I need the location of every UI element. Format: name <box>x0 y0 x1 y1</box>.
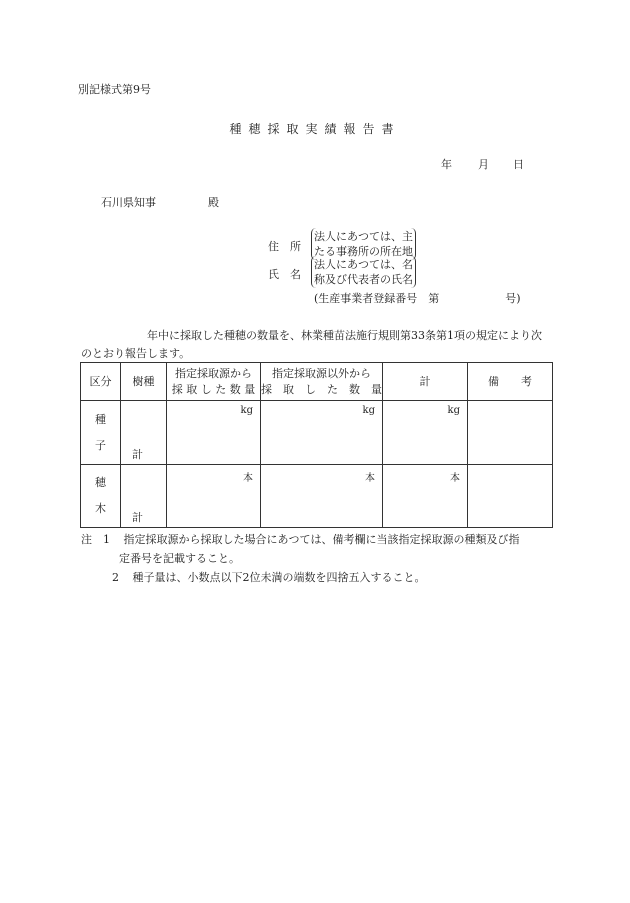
address-note-line-1: 法人にあつては、主 <box>314 230 413 243</box>
header-total: 計 <box>383 363 468 401</box>
designated-quantity-cell[interactable] <box>167 465 261 528</box>
name-note <box>311 256 416 288</box>
remarks-cell[interactable] <box>468 465 553 528</box>
other-quantity-cell[interactable] <box>261 401 383 465</box>
unit-label: 本 <box>243 473 253 484</box>
date-month-label: 月 <box>478 158 489 171</box>
note-2-number: 2 <box>112 571 119 584</box>
note-1-number: 注 1 <box>81 533 110 546</box>
addressee: 石川県知事 <box>101 196 156 209</box>
report-paragraph: 年中に採取した種穂の数量を、林業種苗法施行規則第33条第1項の規定により次のとおり報告します。 <box>81 329 542 360</box>
total-quantity-cell[interactable] <box>383 465 468 528</box>
unit-label: 本 <box>450 473 460 484</box>
header-designated-line-1: 指定採取源から <box>175 366 252 380</box>
header-other-line-1: 指定採取源以外から <box>272 366 371 380</box>
category-seed-char-1: 種 <box>95 412 106 426</box>
header-designated-line-2: 採 取 し た 数 量 <box>171 382 256 396</box>
other-quantity-cell[interactable] <box>261 465 383 528</box>
address-label: 住 所 <box>268 240 301 253</box>
header-other <box>261 363 383 401</box>
unit-label: kg <box>362 405 375 416</box>
species-cell[interactable] <box>121 465 167 528</box>
designated-quantity-cell[interactable] <box>167 401 261 465</box>
remarks-cell[interactable] <box>468 401 553 465</box>
table-header-row <box>81 363 553 401</box>
note-2 <box>81 568 520 587</box>
header-remarks: 備 考 <box>468 363 553 401</box>
notes <box>81 530 520 587</box>
unit-label: kg <box>447 405 460 416</box>
table-row <box>81 465 553 528</box>
header-other-line-2: 採 取 し た 数 量 <box>261 382 382 396</box>
address-note-line-2: たる事務所の所在地 <box>314 245 413 258</box>
name-note-line-2: 称及び代表者の氏名 <box>314 273 413 286</box>
category-cutting-char-1: 穂 <box>95 476 106 489</box>
date-day-label: 日 <box>513 158 524 171</box>
subtotal-label: 計 <box>132 511 143 524</box>
category-cutting <box>81 465 121 528</box>
category-seed <box>81 401 121 465</box>
species-cell[interactable] <box>121 401 167 465</box>
category-seed-char-2: 子 <box>95 438 106 452</box>
note-2-text: 種子量は、小数点以下2位未満の端数を四捨五入すること。 <box>132 571 426 584</box>
note-1-text: 指定採取源から採取した場合にあつては、備考欄に当該指定採取源の種類及び指 <box>123 533 520 546</box>
form-number: 別記様式第9号 <box>78 83 151 96</box>
header-designated <box>167 363 261 401</box>
name-label: 氏 名 <box>268 268 301 281</box>
document-title: 種穂採取実績報告書 <box>229 122 401 136</box>
quantity-table <box>80 362 553 528</box>
category-cutting-char-2: 木 <box>95 502 106 515</box>
total-quantity-cell[interactable] <box>383 401 468 465</box>
note-1-continuation: 定番号を記載すること。 <box>119 552 240 565</box>
header-jushu: 樹種 <box>121 363 167 401</box>
unit-label: 本 <box>365 473 375 484</box>
subtotal-label: 計 <box>132 448 143 461</box>
honorific: 殿 <box>208 196 219 209</box>
date-year-label: 年 <box>441 158 452 171</box>
note-1 <box>81 530 520 549</box>
table-row <box>81 401 553 465</box>
name-note-line-1: 法人にあつては、名 <box>314 258 413 271</box>
header-kubun: 区分 <box>81 363 121 401</box>
registration-number: (生産事業者登録番号 第 号) <box>314 292 521 305</box>
unit-label: kg <box>240 405 253 416</box>
